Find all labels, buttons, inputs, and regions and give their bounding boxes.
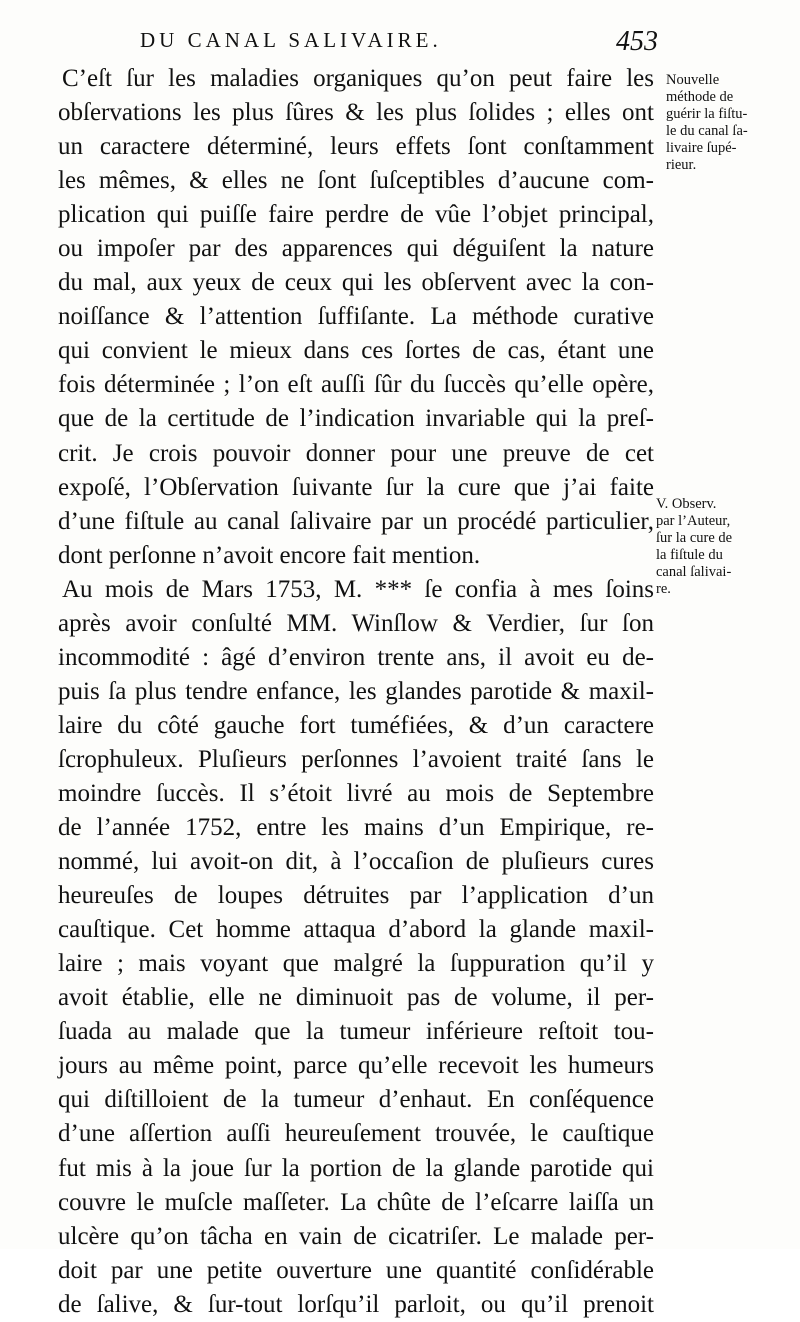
main-text-column	[58, 62, 654, 1322]
page-header	[60, 26, 660, 60]
text-line: fut mis à la joue ſur la portion de la glande parotide qui	[58, 1154, 654, 1182]
margin-note-line: guérir la fiſtu-	[666, 106, 748, 122]
margin-note-line: rieur.	[666, 157, 697, 173]
margin-note-observation	[656, 496, 784, 598]
text-line: qui diſtilloient de la tumeur d’enhaut. En conſéquence	[58, 1086, 654, 1114]
text-line: après avoir conſulté MM. Winſlow & Verdier, ſur ſon	[58, 609, 654, 637]
text-line: C’eſt ſur les maladies organiques qu’on peut faire les	[62, 65, 654, 92]
text-line: du mal, aux yeux de ceux qui les obſervent avec la con-	[58, 269, 654, 297]
margin-note-line: le du canal ſa-	[666, 123, 748, 139]
text-line: d’une aſſertion auſſi heureuſement trouvée, le cauſtique	[58, 1120, 654, 1148]
text-line: plication qui puiſſe faire perdre de vûe l’objet principal,	[58, 201, 654, 229]
text-line: nommé, lui avoit-on dit, à l’occaſion de pluſieurs cures	[58, 848, 654, 876]
text-line: heureuſes de loupes détruites par l’application d’un	[58, 882, 654, 910]
text-line: laire ; mais voyant que malgré la ſuppuration qu’il y	[58, 950, 654, 978]
text-line: expoſé, l’Obſervation ſuivante ſur la cure que j’ai faite	[58, 473, 654, 501]
margin-note-line: la fiſtule du	[656, 547, 723, 563]
margin-note-line: méthode de	[666, 89, 734, 105]
running-head: DU CANAL SALIVAIRE.	[140, 28, 442, 52]
text-line: moindre ſuccès. Il s’étoit livré au mois de Septembre	[58, 779, 654, 807]
margin-note-line: par l’Auteur,	[656, 513, 731, 529]
margin-note-line: livaire ſupé-	[666, 140, 737, 156]
text-line: puis ſa plus tendre enfance, les glandes parotide & maxil-	[58, 677, 654, 705]
text-line: fois déterminée ; l’on eſt auſſi ſûr du ſuccès qu’elle opère,	[58, 371, 654, 399]
text-line: un caractere déterminé, leurs effets ſont conſtamment	[58, 133, 654, 161]
margin-note-line: re.	[656, 581, 671, 597]
text-line: ſcrophuleux. Pluſieurs perſonnes l’avoient traité ſans le	[58, 745, 654, 773]
margin-note-line: Nouvelle	[666, 72, 720, 88]
text-line: de l’année 1752, entre les mains d’un Empirique, re-	[58, 814, 654, 842]
text-line: ulcère qu’on tâcha en vain de cicatriſer. Le malade per-	[58, 1222, 654, 1250]
margin-note-line: V. Observ.	[656, 496, 717, 512]
text-line: d’une fiſtule au canal ſalivaire par un procédé particulier,	[58, 507, 654, 535]
text-line: incommodité : âgé d’environ trente ans, il avoit eu de-	[58, 643, 654, 671]
text-line: ſuada au malade que la tumeur inférieure reſtoit tou-	[58, 1018, 654, 1046]
text-line: dont perſonne n’avoit encore fait mention.	[58, 541, 481, 569]
text-line: avoit établie, elle ne diminuoit pas de volume, il per-	[58, 984, 654, 1012]
text-line: Au mois de Mars 1753, M. *** ſe confia à mes ſoins	[62, 575, 654, 603]
margin-note-method	[666, 72, 794, 174]
text-line: crit. Je crois pouvoir donner pour une preuve de cet	[58, 439, 654, 467]
page-number: 453	[616, 26, 658, 57]
text-line: doit par une petite ouverture une quantité conſidérable	[58, 1256, 654, 1284]
margin-note-line: ſur la cure de	[656, 530, 733, 546]
text-line: jours au même point, parce qu’elle recevoit les humeurs	[58, 1052, 654, 1080]
text-line: obſervations les plus ſûres & les plus ſolides ; elles ont	[58, 99, 654, 127]
margin-note-line: canal ſalivai-	[656, 564, 732, 580]
text-line: noiſſance & l’attention ſuffiſante. La méthode curative	[58, 303, 654, 331]
text-line: cauſtique. Cet homme attaqua d’abord la glande maxil-	[58, 916, 654, 944]
text-line: couvre le muſcle maſſeter. La chûte de l’eſcarre laiſſa un	[58, 1188, 654, 1216]
text-line: laire du côté gauche fort tuméfiées, & d’un caractere	[58, 711, 654, 739]
text-line: les mêmes, & elles ne ſont ſuſceptibles d’aucune com-	[58, 167, 654, 195]
text-line: de ſalive, & ſur-tout lorſqu’il parloit, ou qu’il prenoit	[58, 1290, 654, 1318]
text-line: que de la certitude de l’indication invariable qui la preſ-	[58, 405, 654, 433]
text-line: ou impoſer par des apparences qui déguiſent la nature	[58, 235, 654, 263]
text-line: qui convient le mieux dans ces ſortes de cas, étant une	[58, 337, 654, 365]
